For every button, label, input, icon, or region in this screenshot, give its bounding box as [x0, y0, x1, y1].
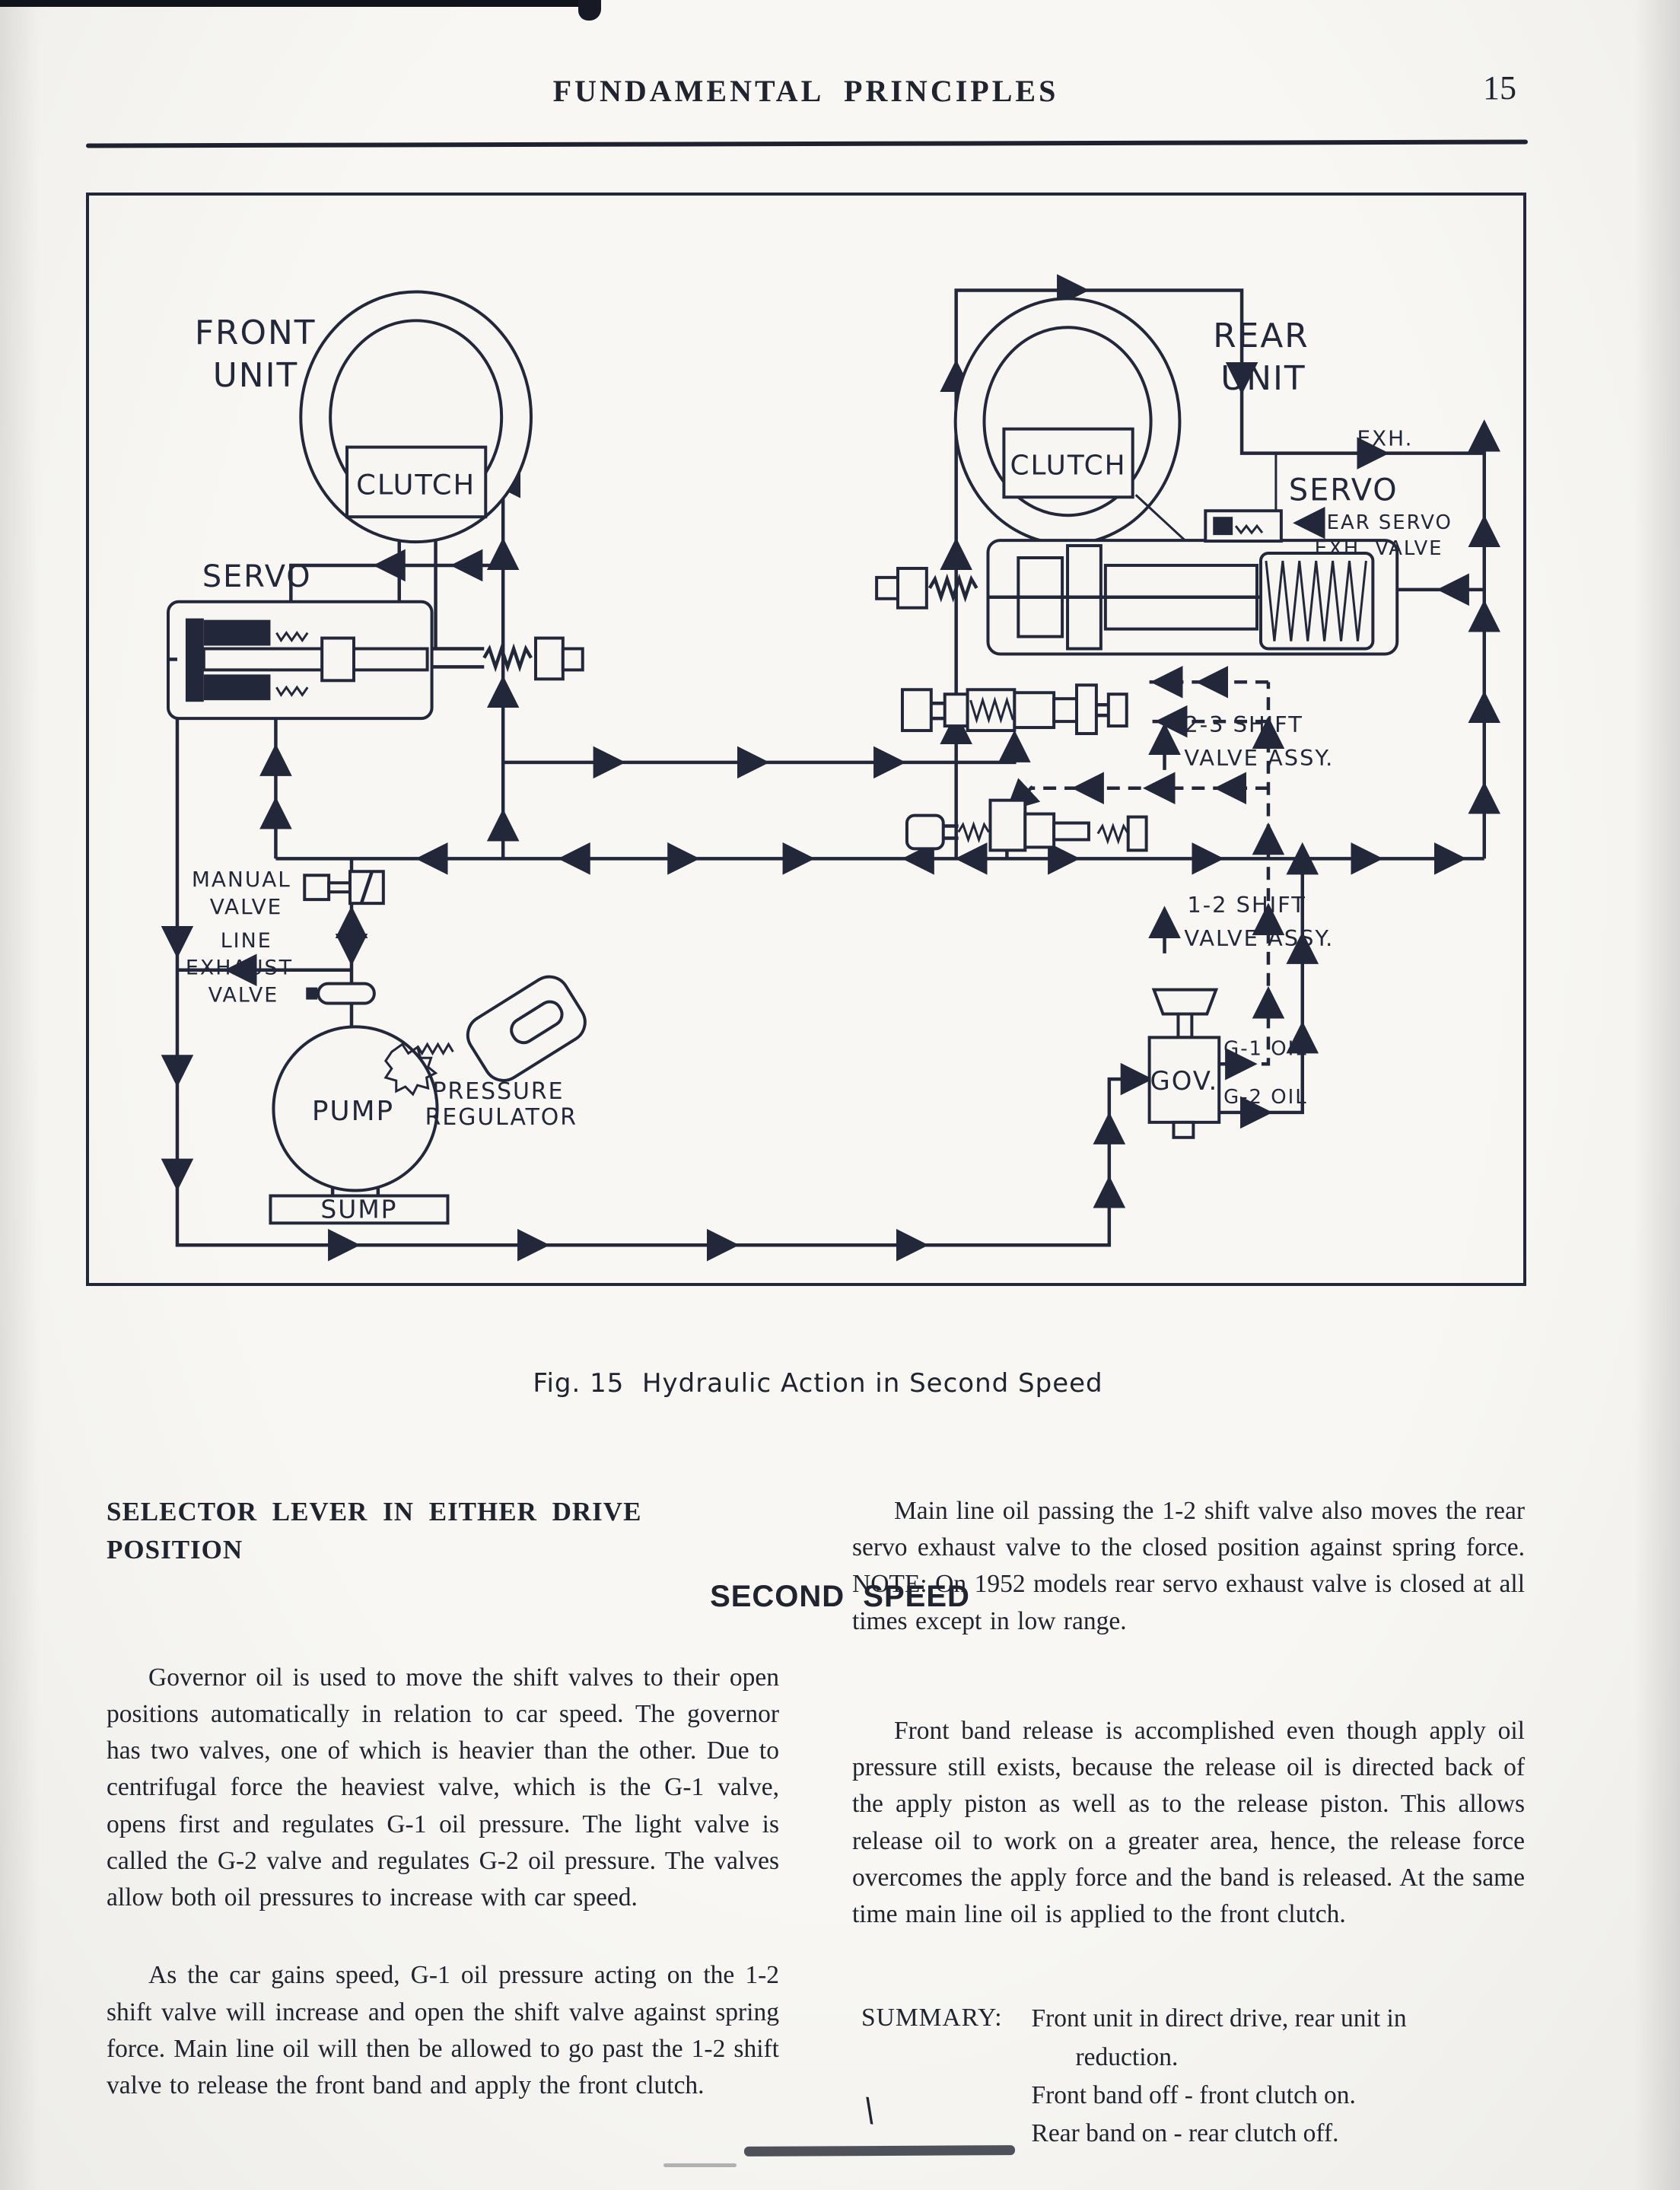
- summary-block: [852, 2000, 1525, 2153]
- header-rule: [86, 140, 1528, 148]
- line-exhaust-valve: [186, 929, 374, 1007]
- front-unit-label-line2: UNIT: [212, 355, 299, 395]
- line-exhaust-valve-label-line1: LINE: [220, 928, 272, 953]
- pump-label: PUMP: [311, 1095, 395, 1127]
- left-column: [107, 1493, 779, 2104]
- hydraulic-diagram: [86, 193, 1526, 1286]
- rear-clutch-label: CLUTCH: [1010, 450, 1127, 482]
- figure-caption: Fig. 15 Hydraulic Action in Second Speed: [533, 1368, 1103, 1399]
- pressure-regulator-label-line1: PRESSURE: [432, 1078, 565, 1106]
- summary-line: Front unit in direct drive, rear unit in reduction.: [1031, 2004, 1407, 2071]
- scan-edge-shadow-right: [1634, 0, 1680, 2190]
- exh-label: EXH.: [1357, 425, 1414, 451]
- rear-servo-exh-valve-label-line1: REAR SERVO: [1311, 511, 1452, 535]
- front-clutch-label: CLUTCH: [356, 468, 476, 501]
- summary-lines: [1032, 2000, 1491, 2153]
- shift-23-label-line2: VALVE ASSY.: [1184, 744, 1335, 771]
- shift-12-label-line1: 1-2 SHIFT: [1187, 892, 1306, 918]
- pressure-regulator-label-line2: REGULATOR: [425, 1103, 578, 1131]
- summary-label: SUMMARY:: [861, 2004, 1003, 2032]
- right-column: [852, 1493, 1525, 2153]
- line-exhaust-valve-label-line2: EXHAUST: [185, 956, 294, 980]
- rear-unit-label-line2: UNIT: [1220, 358, 1306, 398]
- rear-unit-label-line1: REAR: [1213, 317, 1309, 356]
- front-servo: [168, 559, 432, 718]
- section-heading: SECOND SPEED: [710, 1580, 970, 1613]
- page-number: 15: [1483, 69, 1516, 107]
- rear-servo-exh-valve-label-line2: EXH. VALVE: [1314, 537, 1443, 561]
- line-exhaust-valve-label-line3: VALVE: [208, 983, 279, 1007]
- manual-valve: [192, 867, 383, 919]
- sump: [270, 1194, 447, 1224]
- g2-oil-label: G-2 OIL: [1223, 1085, 1308, 1109]
- scan-artifact-top-strip: [0, 0, 583, 7]
- gov-label: GOV.: [1150, 1066, 1219, 1097]
- rear-servo-label: SERVO: [1288, 473, 1398, 508]
- scan-artifact-stray-mark: \: [861, 2090, 878, 2129]
- manual-valve-label-line1: MANUAL: [191, 867, 291, 893]
- scan-artifact-bottom-smudge-2: [663, 2163, 737, 2167]
- shift-12-label-line2: VALVE ASSY.: [1184, 925, 1335, 951]
- left-paragraph-2: As the car gains speed, G-1 oil pressure acting on the 1-2 shift valve will increase and open the shift valve against spring force. Main line oil will then be allowed to go past the 1-2 shift valve to release the front band and apply the front clutch.: [107, 1961, 779, 2100]
- manual-valve-label-line2: VALVE: [209, 894, 283, 920]
- front-servo-label: SERVO: [202, 559, 312, 594]
- scan-artifact-bottom-smudge: [744, 2145, 1015, 2157]
- front-unit-label-line1: FRONT: [194, 314, 317, 353]
- summary-line: Rear band on - rear clutch off.: [1031, 2119, 1339, 2148]
- right-paragraph-2: Front band release is accomplished even though apply oil pressure still exists, because the release oil is directed back of the apply piston as well as to the release piston. This allows release oil to work on a greater area, hence, the release force overcomes the apply force and the band is released. At the same time main line oil is applied to the front clutch.: [852, 1716, 1525, 1929]
- scan-artifact-ink-blob: [578, 0, 601, 21]
- g1-oil-label: G-1 OIL: [1223, 1037, 1308, 1061]
- rear-unit: [956, 298, 1309, 544]
- page-header-title: FUNDAMENTAL PRINCIPLES: [552, 74, 1059, 108]
- sump-label: SUMP: [320, 1194, 398, 1224]
- summary-line: Front band off - front clutch on.: [1031, 2080, 1356, 2109]
- shift-23-label-line1: 2-3 SHIFT: [1184, 711, 1303, 738]
- scan-edge-shadow-left: [0, 0, 40, 2190]
- pump: [273, 1027, 437, 1197]
- selector-lever-heading: SELECTOR LEVER IN EITHER DRIVE POSITION: [107, 1497, 642, 1565]
- right-paragraph-1: Main line oil passing the 1-2 shift valve also moves the rear servo exhaust valve to the closed position against spring force. NOTE: On 1952 models rear servo exhaust valve is closed at all times except in low range.: [852, 1497, 1525, 1635]
- left-paragraph-1: Governor oil is used to move the shift valves to their open positions automatically in relation to car speed. The governor has two valves, one of which is heavier than the other. Due to centrifugal force the heaviest valve, which is the G-1 valve, opens first and regulates G-1 oil pressure. The light valve is called the G-2 valve and regulates G-2 oil pressure. The valves allow both oil pressures to increase with car speed.: [107, 1663, 779, 1912]
